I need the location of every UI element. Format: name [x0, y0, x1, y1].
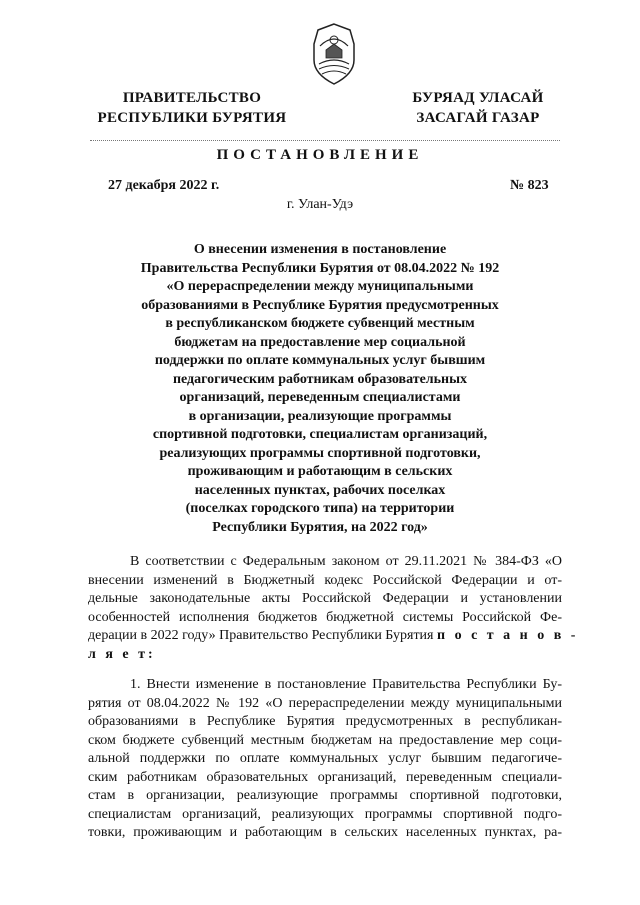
government-name-russian — [92, 88, 292, 128]
title-line: Республики Бурятия, на 2022 год» — [212, 519, 428, 535]
paragraph-line-with-emphasis — [88, 627, 579, 646]
title-line: бюджетам на предоставление мер социальной — [174, 334, 466, 350]
paragraph-line: альной поддержки по оплате коммунальных услуг бывшим педагогиче- — [88, 751, 562, 766]
paragraph-line-text: дерации в 2022 году» Правительство Республики Бурятия — [88, 628, 434, 643]
title-line: Правительства Республики Бурятия от 08.04.2022 № 192 — [140, 260, 500, 276]
title-line: (поселках городского типа) на территории — [185, 501, 455, 516]
paragraph-line: В соответствии с Федеральным законом от 29.11.2021 № 384-ФЗ «О — [130, 554, 562, 569]
header-left-line1: ПРАВИТЕЛЬСТВО — [122, 90, 262, 106]
paragraph-line: стам в организации, реализующие программы спортивной подготовки, — [88, 788, 562, 803]
header-right-line1: БУРЯАД УЛАСАЙ — [412, 90, 544, 106]
title-line: «О перераспределении между муниципальными — [166, 279, 474, 294]
resolution-word-part1: п о с т а н о в - — [437, 628, 579, 643]
title-line: населенных пунктах, рабочих поселках — [194, 482, 446, 498]
title-line: реализующих программы спортивной подготовки, — [159, 445, 481, 461]
preamble-paragraph — [88, 553, 579, 664]
document-city: г. Улан-Удэ — [286, 197, 354, 212]
title-line: спортивной подготовки, специалистам организаций, — [152, 427, 488, 442]
document-type: ПОСТАНОВЛЕНИЕ — [216, 147, 424, 163]
title-line: в республиканском бюджете субвенций местным — [165, 316, 475, 331]
title-line: проживающим и работающим в сельских — [187, 464, 453, 479]
document-number: № 823 — [510, 178, 549, 193]
paragraph-line: образованиями в Республике Бурятия предусмотренных в республикан- — [88, 714, 562, 729]
paragraph-line: специалистам организаций, реализующих программы спортивной подго- — [88, 806, 562, 822]
title-line: О внесении изменения в постановление — [193, 242, 447, 257]
paragraph-line: дельные законодательные акты Российской Федерации и установлении — [88, 591, 562, 606]
header-left-line2: РЕСПУБЛИКИ БУРЯТИЯ — [97, 110, 287, 126]
government-name-buryat — [398, 88, 558, 128]
title-line: образованиями в Республике Бурятия предусмотренных — [141, 297, 499, 313]
paragraph-line: ском бюджете субвенций местным бюджетам на предоставление мер соци- — [88, 732, 562, 748]
paragraph-line: внесении изменений в Бюджетный кодекс Российской Федерации и от- — [88, 572, 562, 588]
document-title — [100, 241, 540, 537]
clause-1-paragraph — [88, 676, 562, 843]
title-line: в организации, реализующие программы — [188, 408, 452, 424]
resolution-word-part2: л я е т: — [88, 646, 156, 662]
coat-of-arms-emblem — [300, 20, 368, 88]
title-line: организаций, переведенным специалистами — [179, 390, 461, 405]
header-separator — [90, 140, 560, 141]
header-right-line2: ЗАСАГАЙ ГАЗАР — [416, 110, 540, 126]
paragraph-line: ским работникам образовательных организаций, переведенным специали- — [88, 769, 562, 785]
title-line: педагогическим работникам образовательных — [172, 371, 468, 387]
paragraph-line: товки, проживающим и работающим в сельских населенных пунктах, ра- — [88, 825, 562, 840]
title-line: поддержки по оплате коммунальных услуг бывшим — [154, 353, 486, 368]
document-date: 27 декабря 2022 г. — [108, 178, 220, 193]
paragraph-line: рятия от 08.04.2022 № 192 «О перераспределении между муниципальными — [88, 695, 562, 711]
paragraph-line: 1. Внести изменение в постановление Правительства Республики Бу- — [130, 677, 562, 692]
paragraph-line: особенностей исполнения бюджетов бюджетной системы Российской Фе- — [88, 609, 562, 625]
